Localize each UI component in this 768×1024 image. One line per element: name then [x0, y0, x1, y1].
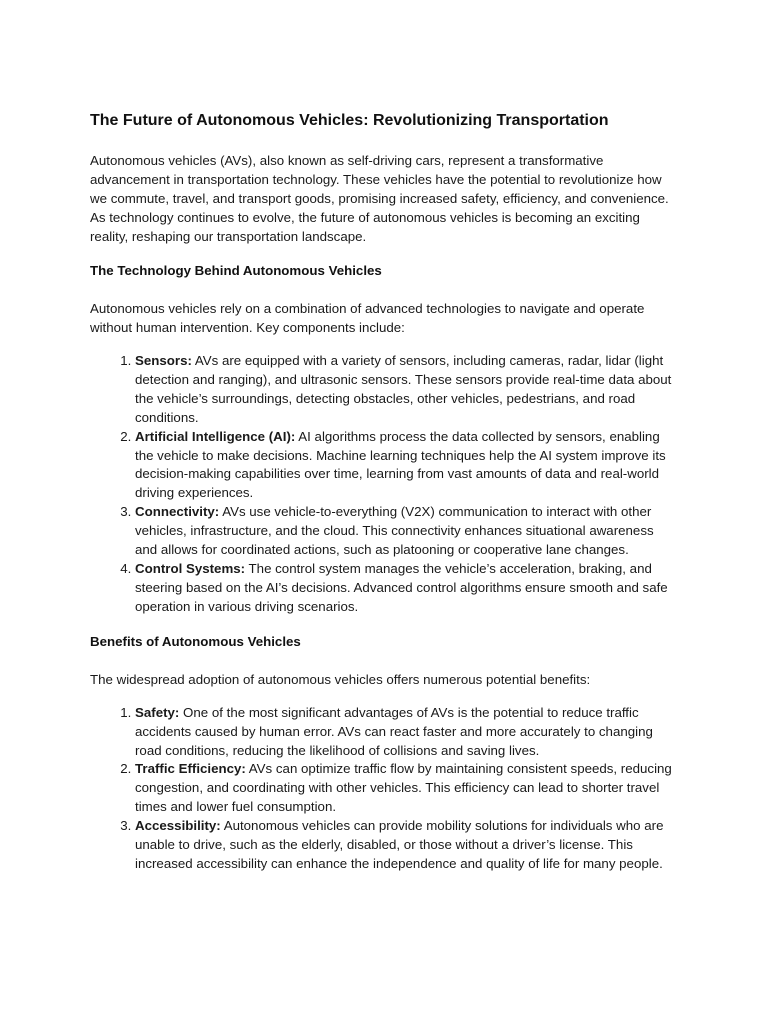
list-item-text: The control system manages the vehicle’s acceleration, braking, and steering based on the AI’s decisions. Advanced control algorithms ensure smooth and safe operation in various driving scenarios. — [135, 560, 668, 614]
list-item — [135, 428, 678, 504]
document-title: The Future of Autonomous Vehicles: Revolutionizing Transportation — [90, 112, 609, 129]
list-item-term: Safety: — [135, 704, 180, 720]
list-item-term: Traffic Efficiency: — [135, 761, 246, 777]
list-item-text: One of the most significant advantages of AVs is the potential to reduce traffic accidents caused by human error. AVs can react faster and more accurately to changing road conditions, reducing the likelihood of collisions and saving lives. — [135, 704, 653, 758]
benefits-intro: The widespread adoption of autonomous vehicles offers numerous potential benefits: — [90, 671, 591, 687]
benefits-list — [90, 704, 678, 874]
list-item — [135, 352, 678, 428]
list-item-text: AVs use vehicle-to-everything (V2X) communication to interact with other vehicles, infrastructure, and the cloud. This connectivity enhances situational awareness and allows for coordinated actions, such as platooning or cooperative lane changes. — [135, 504, 654, 558]
list-item-term: Sensors: — [135, 353, 192, 368]
list-item-term: Artificial Intelligence (AI): — [135, 428, 296, 444]
list-item — [135, 704, 678, 761]
intro-paragraph: Autonomous vehicles (AVs), also known as self-driving cars, represent a transformative advancement in transportation technology. These vehicles have the potential to revolutionize how we commute, travel, and transport goods, promising increased safety, efficiency, and convenience. As technology continues to evolve, the future of autonomous vehicles is becoming an exciting reality, reshaping our transportation landscape. — [90, 153, 669, 244]
list-item — [135, 760, 678, 817]
list-item — [135, 560, 678, 617]
benefits-heading: Benefits of Autonomous Vehicles — [90, 633, 301, 649]
list-item-text: AI algorithms process the data collected by sensors, enabling the vehicle to make decisions. Machine learning techniques help the AI system improve its decision-making capabilities over time, learning from vast amounts of data and real-world driving experiences. — [135, 428, 666, 501]
list-item — [135, 817, 678, 874]
technology-intro: Autonomous vehicles rely on a combination of advanced technologies to navigate and operate without human intervention. Key components include: — [90, 301, 645, 335]
list-item-term: Accessibility: — [135, 818, 221, 834]
technology-list — [90, 352, 678, 617]
list-item-text: AVs are equipped with a variety of sensors, including cameras, radar, lidar (light detection and ranging), and ultrasonic sensors. These sensors provide real-time data about the vehicle’s surroundings, detecting obstacles, other vehicles, pedestrians, and road conditions. — [135, 353, 672, 425]
list-item-term: Control Systems: — [135, 560, 246, 576]
list-item — [135, 503, 678, 560]
list-item-text: Autonomous vehicles can provide mobility solutions for individuals who are unable to drive, such as the elderly, disabled, or those without a driver’s license. This increased accessibility can enhance the independence and quality of life for many people. — [135, 818, 664, 871]
list-item-text: AVs can optimize traffic flow by maintaining consistent speeds, reducing congestion, and coordinating with other vehicles. This efficiency can lead to shorter travel times and lower fuel consumption. — [135, 761, 672, 815]
list-item-term: Connectivity: — [135, 504, 220, 520]
technology-heading: The Technology Behind Autonomous Vehicles — [90, 263, 382, 278]
